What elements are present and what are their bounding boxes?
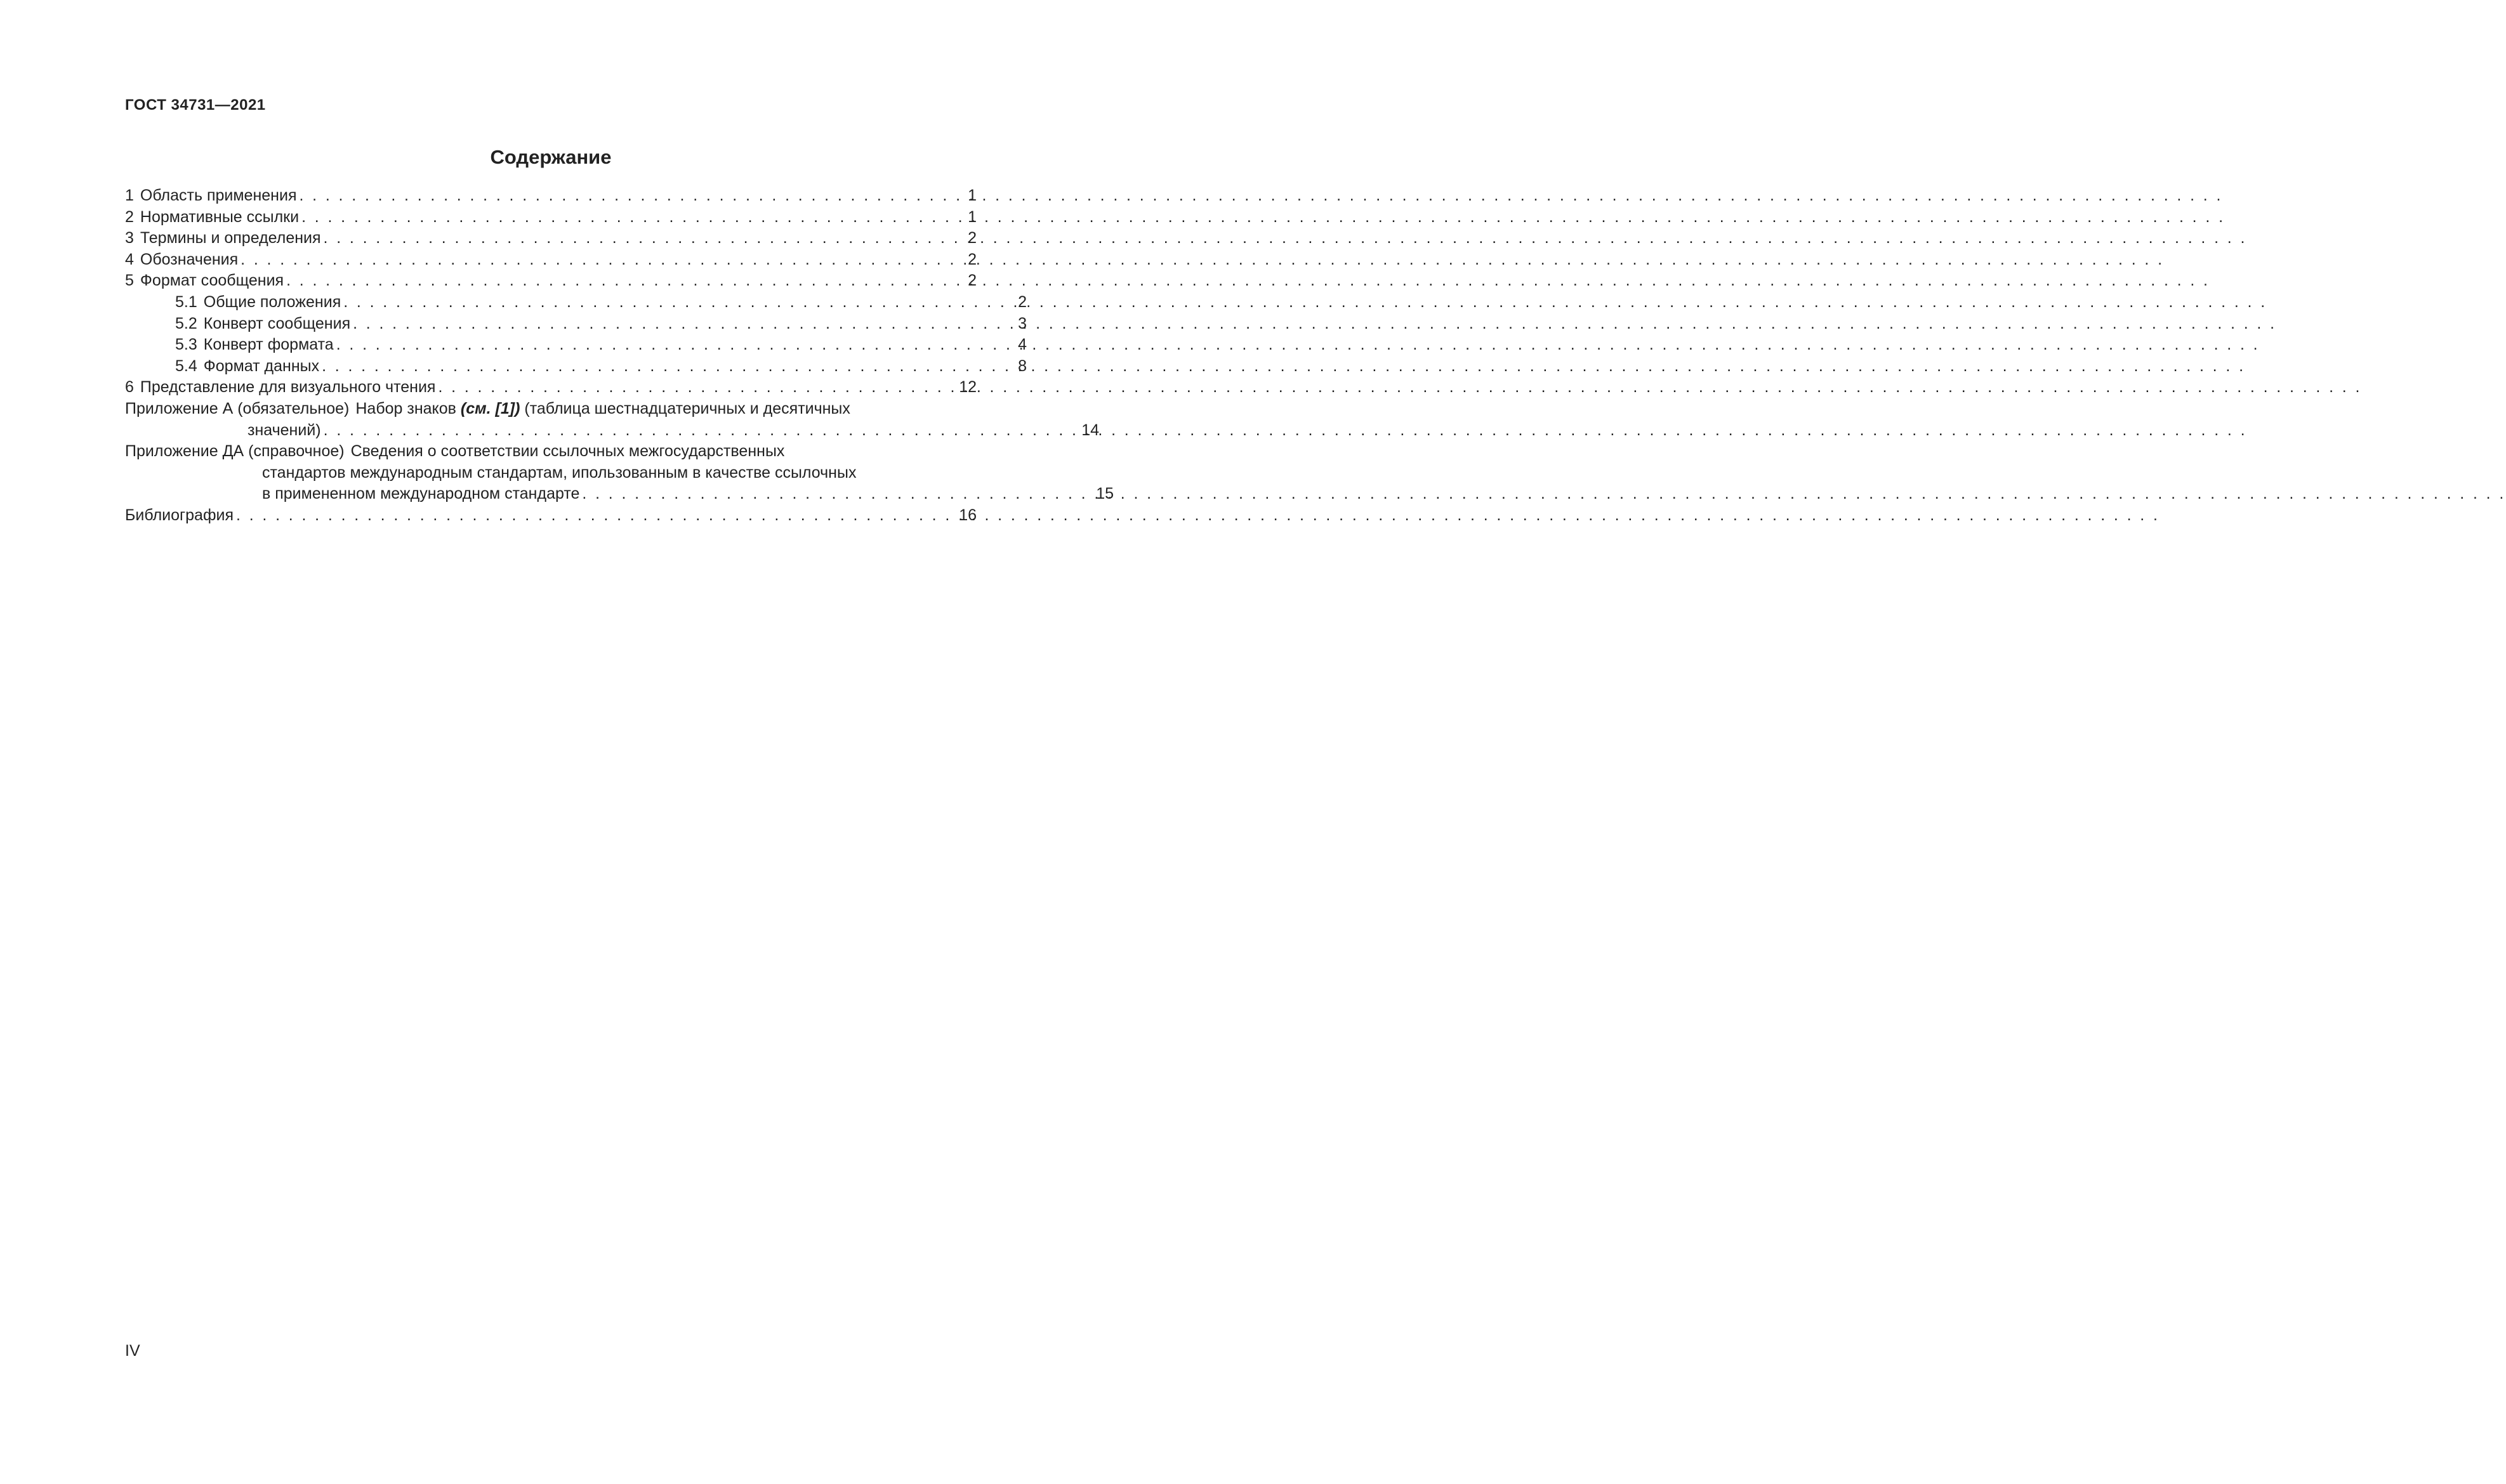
toc-entry-label: Формат данных [203, 357, 320, 375]
toc-entry-page: 3 [1018, 314, 1027, 332]
toc-entry-label: Термины и определения [140, 229, 321, 247]
toc-entry-3[interactable] [125, 228, 977, 249]
toc-entry-page: 15 [1096, 485, 1114, 503]
dot-leader [341, 292, 1018, 313]
toc-entry-6[interactable] [125, 377, 977, 398]
annex-da-prefix: Приложение ДА (справочное) [125, 442, 345, 461]
table-of-contents [125, 185, 1114, 527]
toc-annex-a-continuation[interactable] [125, 420, 1099, 442]
toc-entry-label: Нормативные ссылки [140, 207, 300, 226]
toc-entry-page: 16 [959, 506, 977, 524]
toc-entry-label: Конверт формата [203, 336, 334, 354]
toc-annex-da-line2 [125, 463, 977, 484]
toc-entry-number: 6 [125, 378, 134, 397]
dot-leader [350, 313, 1018, 335]
page-number: IV [125, 1342, 140, 1360]
toc-entry-page: 2 [968, 229, 977, 247]
toc-entry-number: 5 [125, 272, 134, 290]
annex-da-line3: в примененном международном стандарте [262, 485, 580, 503]
toc-bibliography[interactable] [125, 505, 977, 527]
annex-da-line1: Сведения о соответствии ссылочных межгосударственных [350, 442, 785, 461]
toc-annex-a[interactable] [125, 398, 977, 420]
toc-entry-label: Общие положения [203, 292, 341, 311]
dot-leader [299, 207, 968, 228]
toc-annex-da[interactable] [125, 441, 977, 463]
annex-a-prefix: Приложение А (обязательное) [125, 399, 350, 417]
toc-title: Содержание [490, 146, 612, 168]
dot-leader [284, 270, 968, 292]
toc-entry-page: 1 [968, 187, 977, 204]
toc-entry-1[interactable] [125, 185, 977, 207]
annex-a-continuation: значений) [247, 421, 321, 439]
dot-leader [579, 483, 1096, 505]
dot-leader [319, 356, 1018, 378]
toc-annex-da-line3[interactable] [125, 483, 1114, 505]
toc-entry-5[interactable] [125, 270, 977, 292]
annex-a-reference: (см. [1]) [460, 399, 520, 417]
dot-leader [321, 228, 968, 249]
toc-entry-number: 3 [125, 229, 134, 247]
dot-leader [296, 185, 968, 207]
toc-entry-page: 4 [1018, 336, 1027, 354]
dot-leader [334, 334, 1018, 356]
toc-entry-page: 2 [968, 272, 977, 290]
annex-a-text: Набор знаков [355, 399, 461, 417]
toc-entry-number: 1 [125, 187, 134, 204]
toc-entry-number: 5.2 [175, 314, 197, 332]
toc-entry-page: 1 [968, 207, 977, 226]
toc-entry-number: 5.3 [175, 336, 197, 354]
toc-entry-label: Представление для визуального чтения [140, 378, 436, 397]
annex-da-line2: стандартов международным стандартам, ипользованным в качестве ссылочных [262, 463, 857, 482]
toc-entry-5-2[interactable] [125, 313, 1027, 335]
toc-entry-4[interactable] [125, 249, 977, 271]
dot-leader [238, 249, 968, 271]
toc-entry-number: 4 [125, 250, 134, 268]
toc-entry-number: 5.1 [175, 292, 197, 311]
toc-entry-number: 2 [125, 207, 134, 226]
toc-entry-label: Обозначения [140, 250, 239, 268]
annex-a-text-rest: (таблица шестнадцатеричных и десятичных [520, 399, 850, 417]
toc-entry-5-1[interactable] [125, 292, 1027, 313]
toc-entry-label: Конверт сообщения [203, 314, 351, 332]
toc-entry-label: Формат сообщения [140, 272, 284, 290]
dot-leader [234, 505, 959, 527]
dot-leader [435, 377, 959, 398]
toc-entry-label: Область применения [140, 187, 297, 204]
toc-entry-5-3[interactable] [125, 334, 1027, 356]
toc-entry-label: Библиография [125, 506, 234, 524]
dot-leader [321, 420, 1082, 442]
toc-entry-page: 14 [1081, 421, 1099, 439]
document-id: ГОСТ 34731—2021 [125, 96, 266, 114]
toc-entry-5-4[interactable] [125, 356, 1027, 378]
toc-entry-2[interactable] [125, 207, 977, 228]
toc-entry-number: 5.4 [175, 357, 197, 375]
toc-entry-page: 2 [968, 250, 977, 268]
toc-entry-page: 12 [959, 378, 977, 397]
toc-entry-page: 8 [1018, 357, 1027, 375]
toc-entry-page: 2 [1018, 292, 1027, 311]
